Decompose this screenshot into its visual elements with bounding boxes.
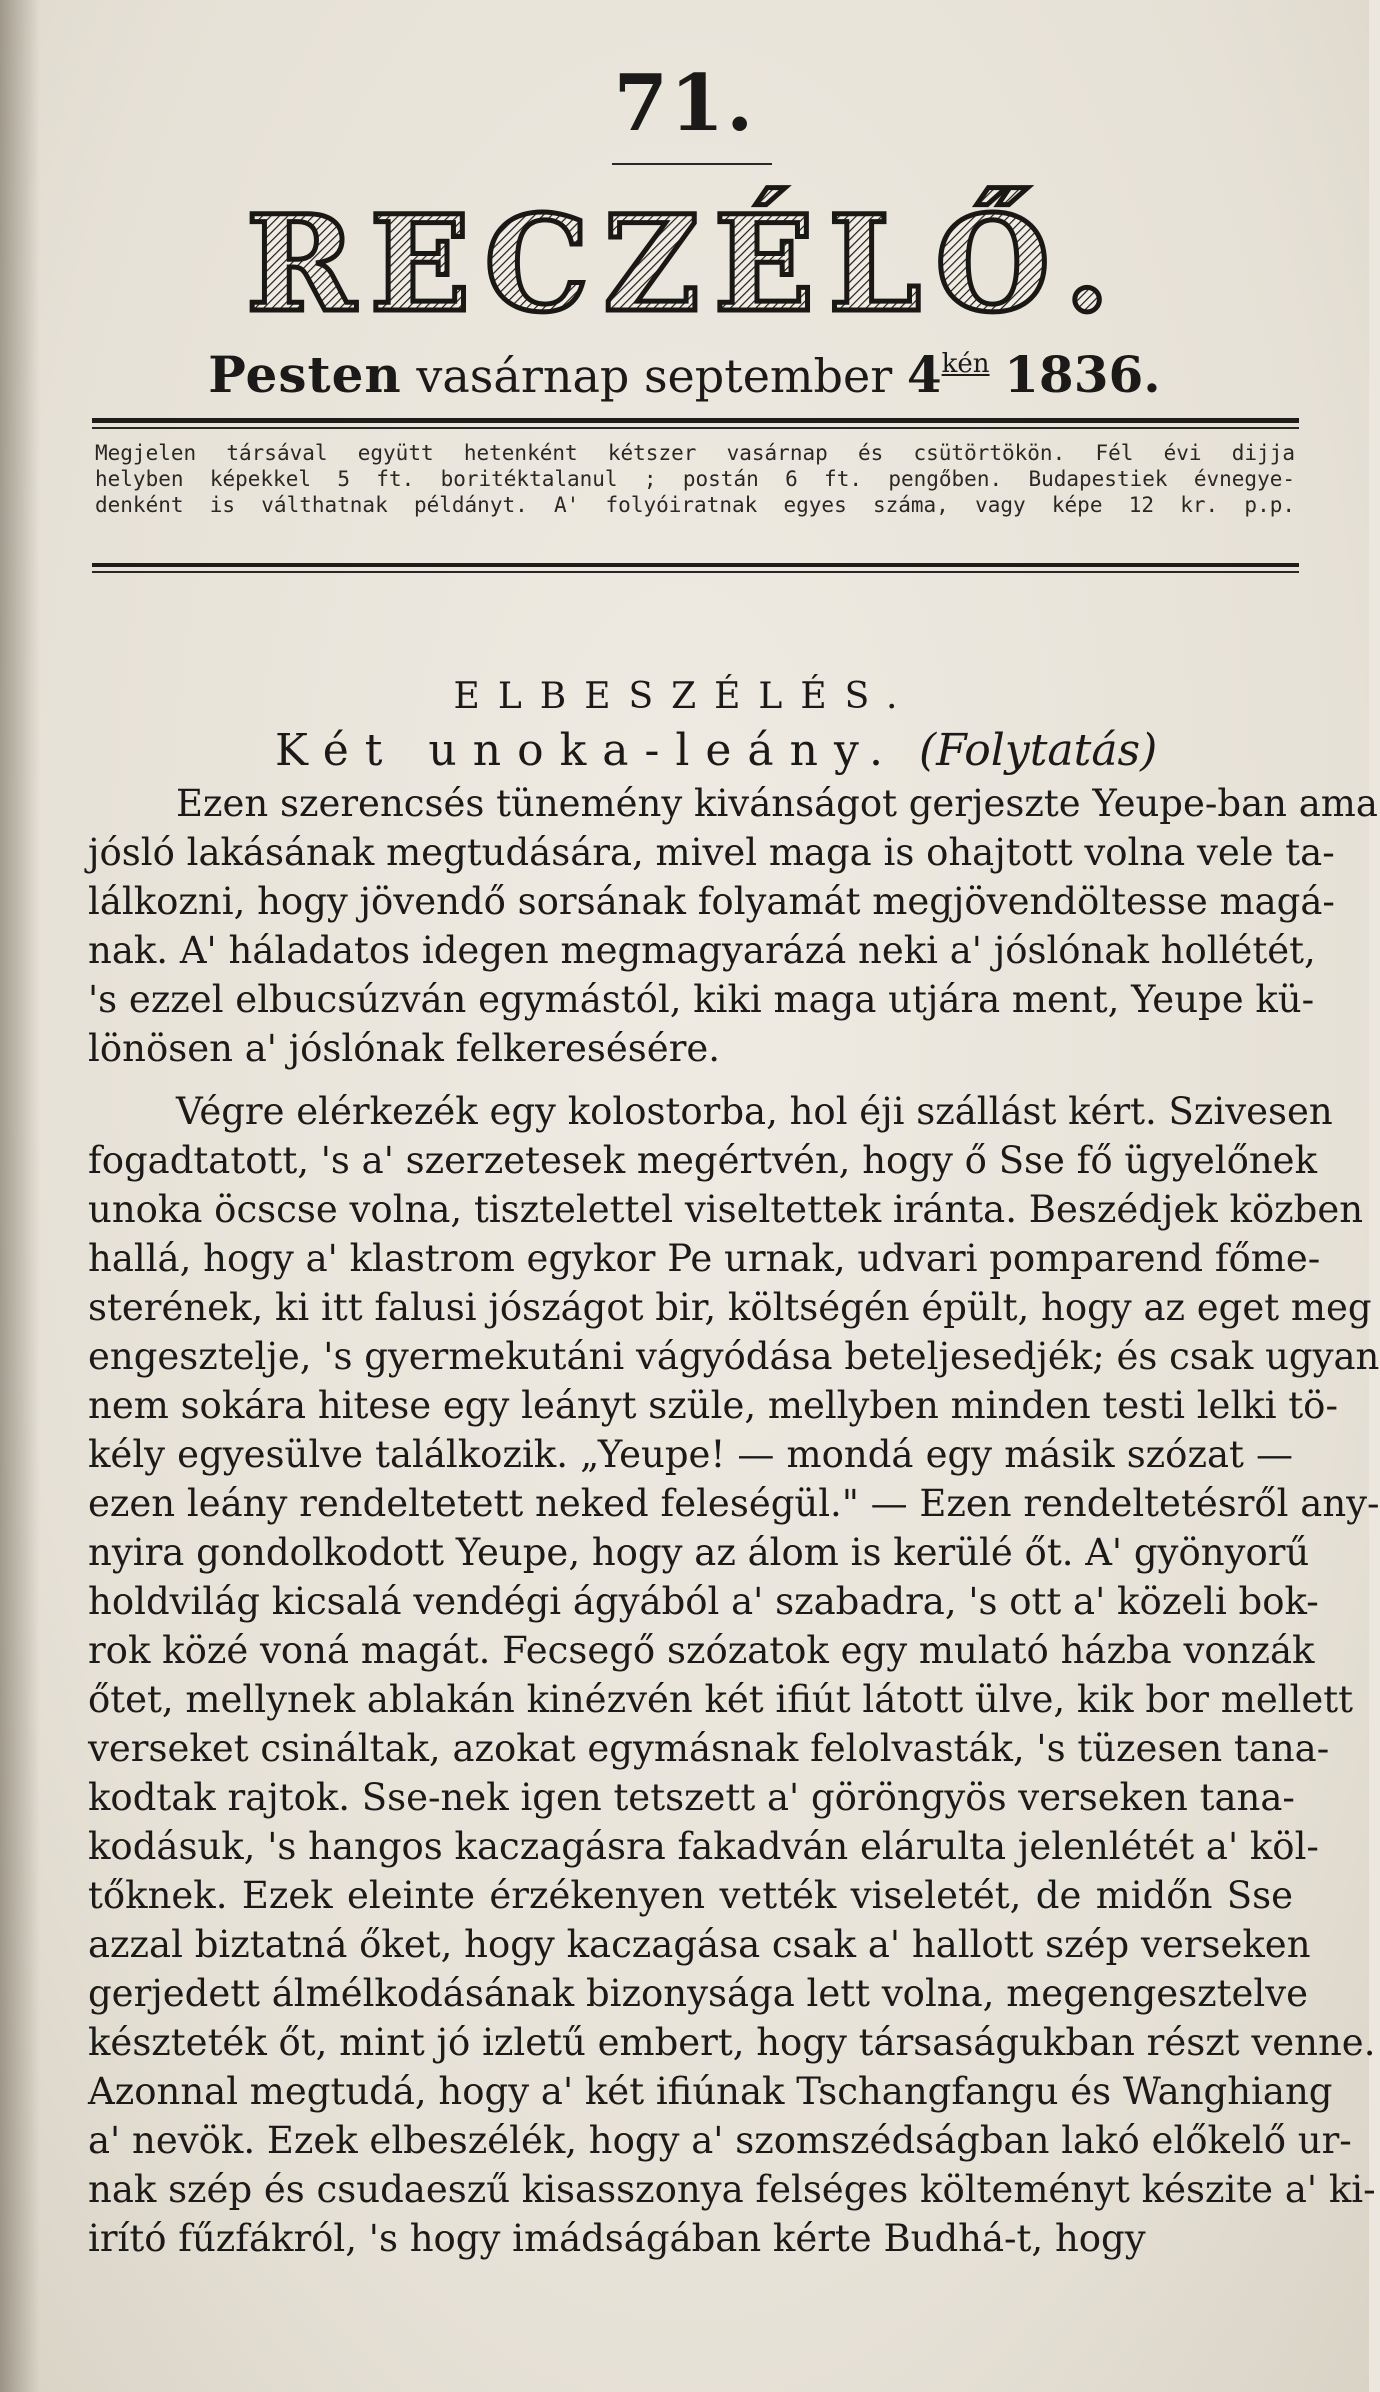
issue-divider <box>612 163 772 165</box>
story-continuation-label: (Folytatás) <box>919 725 1158 776</box>
notice-bottom-rule <box>92 563 1299 567</box>
article-line: őtet, mellynek ablakán kinézvén két ifiút látott ülve, kik bor mellett <box>88 1678 1354 1721</box>
story-title-text: Két unoka-leány. <box>275 725 900 776</box>
masthead <box>0 187 1369 342</box>
article-line: Ezen szerencsés tünemény kivánságot gerjeszte Yeupe-ban ama <box>176 782 1378 825</box>
article-line: kodtak rajtok. Sse-nek igen tetszett a' göröngyös verseken tana- <box>88 1776 1295 1819</box>
article-line: készteték őt, mint jó izletű embert, hogy társaságukban részt venne. <box>88 2021 1376 2064</box>
article-line: lálkozni, hogy jövendő sorsának folyamát megjövendöltesse magá- <box>88 880 1335 923</box>
article-line: 's ezzel elbucsúzván egymástól, kiki maga utjára ment, Yeupe kü- <box>88 978 1315 1021</box>
paragraph-gap <box>88 1073 1293 1087</box>
article-line: engesztelje, 's gyermekutáni vágyódása beteljesedjék; és csak ugyan <box>88 1335 1380 1378</box>
article-line: nyira gondolkodott Yeupe, hogy az álom is kerülé őt. A' gyönyorű <box>88 1531 1310 1574</box>
story-title <box>275 725 1157 776</box>
dateline-year: 1836. <box>1004 345 1161 404</box>
notice-bottom-thin-rule <box>92 571 1299 573</box>
article-line: sterének, ki itt falusi jószágot bir, költségén épült, hogy az eget meg <box>88 1286 1372 1329</box>
dateline-place: Pesten <box>208 345 402 404</box>
notice-line: Megjelen társával együtt hetenként kétszer vasárnap és csütörtökön. Fél évi dijja <box>95 441 1295 465</box>
article-line: jósló lakásának megtudására, mivel maga is ohajtott volna vele ta- <box>88 831 1335 874</box>
section-heading: ELBESZÉLÉS. <box>453 676 916 717</box>
article-line: kodásuk, 's hangos kaczagásra fakadván elárulta jelenlétét a' köl- <box>88 1825 1319 1868</box>
dateline-day-suffix: kén <box>941 349 990 379</box>
dateline <box>0 345 1369 404</box>
notice-line: helyben képekkel 5 ft. boritéktalanul ; postán 6 ft. pengőben. Budapestiek évnegye- <box>95 467 1295 491</box>
article-line: nem sokára hitese egy leányt szüle, mellyben minden testi lelki tö- <box>88 1384 1338 1427</box>
article-line: hallá, hogy a' klastrom egykor Pe urnak, udvari pomparend főme- <box>88 1237 1321 1280</box>
article-line: verseket csináltak, azokat egymásnak felolvasták, 's tüzesen tana- <box>88 1727 1330 1770</box>
article-line: rok közé voná magát. Fecsegő szózatok egy mulató házba vonzák <box>88 1629 1315 1672</box>
article-line: fogadtatott, 's a' szerzetesek megértvén, hogy ő Sse fő ügyelőnek <box>88 1139 1317 1182</box>
article-line: lönösen a' jóslónak felkeresésére. <box>88 1027 721 1070</box>
article-line: ezen leány rendeltetett neked feleségül." — Ezen rendeltetésről any- <box>88 1482 1380 1525</box>
issue-number: 71. <box>613 58 756 149</box>
subscription-notice <box>95 440 1295 518</box>
article-line: tőknek. Ezek eleinte érzékenyen vették viseletét, de midőn Sse <box>88 1874 1293 1917</box>
article-line: gerjedett álmélkodásának bizonysága lett volna, megengesztelve <box>88 1972 1309 2015</box>
article-line: Végre elérkezék egy kolostorba, hol éji szállást kért. Szivesen <box>176 1090 1333 1133</box>
notice-line: denként is válthatnak példányt. A' folyóiratnak egyes száma, vagy képe 12 kr. p.p. <box>95 493 1295 517</box>
article-line: kély egyesülve találkozik. „Yeupe! — mondá egy másik szózat — <box>88 1433 1293 1476</box>
article-line: nak szép és csudaeszű kisasszonya felséges költeményt készite a' ki- <box>88 2168 1376 2211</box>
dateline-day: 4 <box>906 345 942 404</box>
article-line: holdvilág kicsalá vendégi ágyából a' szabadra, 's ott a' közeli bok- <box>88 1580 1319 1623</box>
header-thick-rule <box>92 418 1299 423</box>
article-line: a' nevök. Ezek elbeszélék, hogy a' szomszédságban lakó előkelő ur- <box>88 2119 1352 2162</box>
article-line: nak. A' háladatos idegen megmagyarázá neki a' jóslónak hollétét, <box>88 929 1316 972</box>
article-body <box>88 779 1380 2263</box>
article-line: azzal biztatná őket, hogy kaczagása csak a' hallott szép verseken <box>88 1923 1311 1966</box>
article-line: irító fűzfákról, 's hogy imádságában kérte Budhá-t, hogy <box>88 2217 1146 2260</box>
masthead-title-logo <box>245 187 1124 342</box>
dateline-text: vasárnap september <box>416 349 893 403</box>
masthead-title: RECZÉLŐ. <box>245 187 1124 342</box>
header-thin-rule <box>92 427 1299 429</box>
article-line: Azonnal megtudá, hogy a' két ifiúnak Tschangfangu és Wanghiang <box>88 2070 1333 2113</box>
article-line: unoka öcscse volna, tisztelettel viseltettek iránta. Beszédjek közben <box>88 1188 1364 1231</box>
